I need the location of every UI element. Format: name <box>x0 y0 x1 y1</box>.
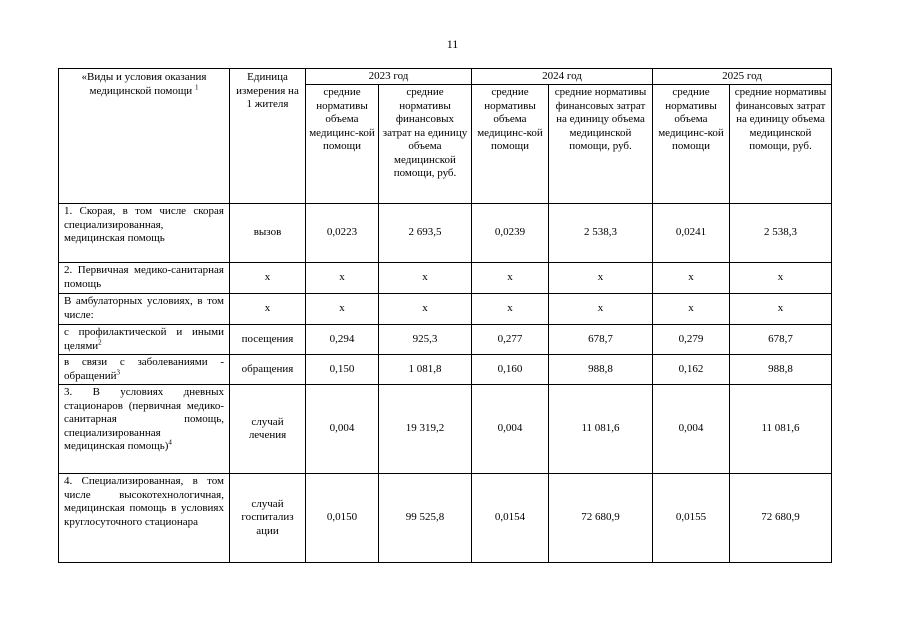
header-unit-label: Единица измерения на 1 жителя <box>236 71 299 110</box>
value-cell: х <box>653 263 730 294</box>
value-cell: х <box>306 294 379 325</box>
table-row <box>59 263 832 294</box>
value-cell: 0,162 <box>653 355 730 385</box>
header-kind-footnote: 1 <box>194 82 199 91</box>
row-label: в связи с заболеваниями - обращений$^3$ <box>59 355 230 385</box>
value-cell: 0,0223 <box>306 204 379 263</box>
value-cell: 0,279 <box>653 325 730 355</box>
row-label: В амбулаторных условиях, в том числе: <box>59 294 230 325</box>
table-row <box>59 355 832 385</box>
row-unit: случай госпитализ ации <box>230 474 306 563</box>
row-unit: вызов <box>230 204 306 263</box>
value-cell: х <box>379 263 472 294</box>
value-cell: 1 081,8 <box>379 355 472 385</box>
header-volume-2025: средние нормативы объема медицинс-кой помощи <box>653 85 730 204</box>
value-cell: х <box>653 294 730 325</box>
value-cell: х <box>549 263 653 294</box>
header-cost-2024: средние нормативы финансовых затрат на единицу объема медицинской помощи, руб. <box>549 85 653 204</box>
row-footnote: 2 <box>98 337 102 346</box>
row-footnote: 3 <box>116 367 120 376</box>
row-label: 2. Первичная медико-санитарная помощь <box>59 263 230 294</box>
header-year-2025: 2025 год <box>653 69 832 85</box>
value-cell: 11 081,6 <box>730 385 832 474</box>
value-cell: 0,0155 <box>653 474 730 563</box>
value-cell: 72 680,9 <box>730 474 832 563</box>
value-cell: 0,0150 <box>306 474 379 563</box>
value-cell: 2 693,5 <box>379 204 472 263</box>
value-cell: х <box>472 294 549 325</box>
header-cost-2023: средние нормативы финансовых затрат на единицу объема медицинской помощи, руб. <box>379 85 472 204</box>
value-cell: 988,8 <box>549 355 653 385</box>
value-cell: 0,160 <box>472 355 549 385</box>
value-cell: 99 525,8 <box>379 474 472 563</box>
value-cell: 2 538,3 <box>730 204 832 263</box>
value-cell: 19 319,2 <box>379 385 472 474</box>
header-year-2023: 2023 год <box>306 69 472 85</box>
table-row <box>59 385 832 474</box>
row-unit: х <box>230 263 306 294</box>
value-cell: 0,0239 <box>472 204 549 263</box>
header-unit-cell <box>230 69 306 204</box>
row-footnote: 4 <box>168 438 172 447</box>
row-unit: случай лечения <box>230 385 306 474</box>
value-cell: 0,150 <box>306 355 379 385</box>
header-volume-2023: средние нормативы объема медицинс-кой помощи <box>306 85 379 204</box>
value-cell: х <box>549 294 653 325</box>
value-cell: 925,3 <box>379 325 472 355</box>
value-cell: 72 680,9 <box>549 474 653 563</box>
header-kind-cell <box>59 69 230 204</box>
row-label: 4. Специализированная, в том числе высокотехнологичная, медицинская помощь в условиях круглосуточного стационара <box>59 474 230 563</box>
value-cell: 988,8 <box>730 355 832 385</box>
value-cell: 11 081,6 <box>549 385 653 474</box>
value-cell: 0,294 <box>306 325 379 355</box>
table-row <box>59 294 832 325</box>
value-cell: 0,0241 <box>653 204 730 263</box>
medical-care-norms-table <box>58 68 832 563</box>
page-number: 11 <box>446 37 459 51</box>
value-cell: 0,277 <box>472 325 549 355</box>
value-cell: 2 538,3 <box>549 204 653 263</box>
value-cell: х <box>379 294 472 325</box>
row-label: с профилактической и иными целями$^2$ <box>59 325 230 355</box>
row-unit: посещения <box>230 325 306 355</box>
value-cell: 678,7 <box>730 325 832 355</box>
header-volume-2024: средние нормативы объема медицинс-кой помощи <box>472 85 549 204</box>
value-cell: 678,7 <box>549 325 653 355</box>
row-label: 1. Скорая, в том числе скорая специализированная, медицинская помощь <box>59 204 230 263</box>
value-cell: 0,004 <box>653 385 730 474</box>
header-cost-2025: средние нормативы финансовых затрат на единицу объема медицинской помощи, руб. <box>730 85 832 204</box>
value-cell: 0,004 <box>472 385 549 474</box>
header-year-2024: 2024 год <box>472 69 653 85</box>
value-cell: 0,0154 <box>472 474 549 563</box>
row-label: 3. В условиях дневных стационаров (первичная медико-санитарная помощь, специализированная медицинская помощь)$^4$ <box>59 385 230 474</box>
table-row <box>59 474 832 563</box>
row-unit: обращения <box>230 355 306 385</box>
value-cell: х <box>730 294 832 325</box>
value-cell: х <box>730 263 832 294</box>
value-cell: х <box>306 263 379 294</box>
value-cell: х <box>472 263 549 294</box>
row-unit: х <box>230 294 306 325</box>
table-row <box>59 204 832 263</box>
table-row <box>59 325 832 355</box>
header-kind-label: «Виды и условия оказания медицинской помощи <box>81 71 207 97</box>
value-cell: 0,004 <box>306 385 379 474</box>
